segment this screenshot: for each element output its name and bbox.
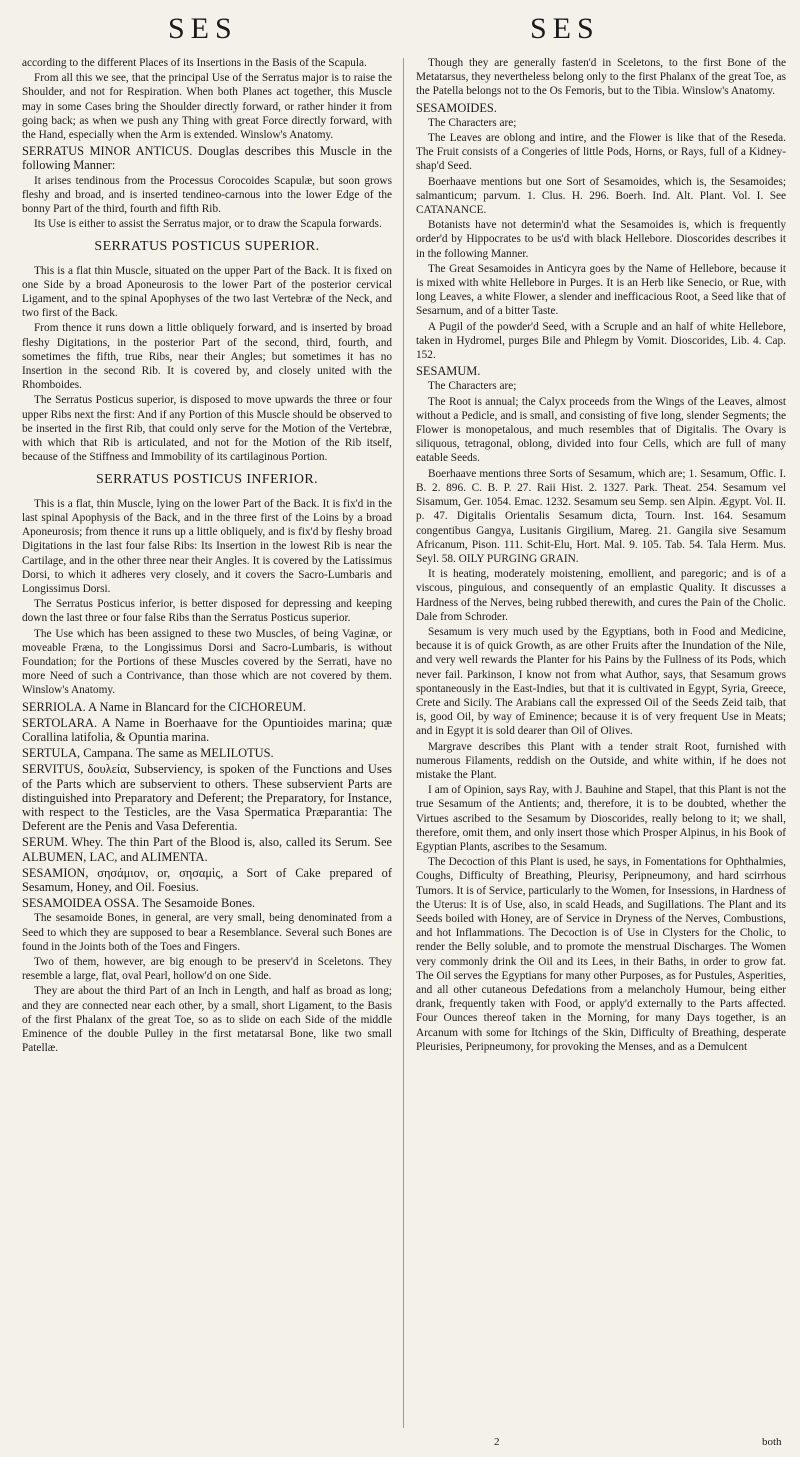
body-paragraph: Botanists have not determin'd what the Sesamoides is, which is frequently order'd by Hippocrates to be us'd with black Hellebore. Dioscorides describes it in the following Manner. [416,219,786,260]
body-paragraph: Boerhaave mentions three Sorts of Sesamum, which are; 1. Sesamum, Offic. I. B. 2. 896. C. B. P. 27. Raii Hist. 2. 1327. Park. Theat. 254. Sesamum vel Sisamum, Ger. 1054. Emac. 1232. Sesamum seu Semp. sen Alpin. Ægypt. Vol. II. p. 47. Digitalis Orientalis Sesamum dicta, Tourn. Inst. 164. Sesamum congentibus Gangya, Lusitanis Girgilium, Mareg. 21. Gangila sive Sesamum Africanum, Pison. 111. Schit-Elu, Hort. Mal. 9. 105. Tab. 54. Tala Herm. Mus. Seyl. 58. OILY PURGING GRAIN. [416,467,786,565]
entry-paragraph: SERTOLARA. A Name in Boerhaave for the Opuntioides marina; quæ Corallina latifolia, & Opuntia marina. [22,715,392,744]
entry-paragraph: SERRATUS MINOR ANTICUS. Douglas describes this Muscle in the following Manner: [22,144,392,173]
body-paragraph: From all this we see, that the principal Use of the Serratus major is to raise the Shoulder, and not for Respiration. When both Planes act together, this Muscle may in some Cases bring the Shoulder directly forward, or rather hinder it from going back; as when we push any Thing with great Force directly forward, with the Hand, especially when the Arm is extended. Winslow's Anatomy. [22,72,392,142]
left-column [22,56,392,1056]
entry-paragraph: SERTULA, Campana. The same as MELILOTUS. [22,746,274,761]
body-paragraph: Though they are generally fasten'd in Sceletons, to the first Bone of the Metatarsus, they nevertheless belong only to the first Phalanx of the great Toe, as the Patella belongs not to the Os Femoris, but to the Tibia. Winslow's Anatomy. [416,57,786,98]
body-paragraph: The sesamoide Bones, in general, are very small, being denominated from a Seed to which they are supposed to bear a Resemblance. Several such Bones are found in the Joints both of the Toes and Fingers. [22,912,392,953]
running-head-right: SES [530,12,600,45]
body-paragraph: Boerhaave mentions but one Sort of Sesamoides, which is, the Sesamoides; salmanticum; parvum. 1. Clus. H. 296. Boerh. Ind. Alt. Plant. Vol. I. See CATANANCE. [416,175,786,217]
body-paragraph: It arises tendinous from the Processus Corocoides Scapulæ, but soon grows fleshy and broad, and is inserted tendineo-carnous into the lower Edge of the bonny Part of the third, fourth and fifth Rib. [22,174,392,216]
running-head [0,12,800,60]
body-paragraph: The Serratus Posticus superior, is disposed to move upwards the three or four upper Ribs next the first: And if any Portion of this Muscle should be observed to be inserted in the first Rib, that could only serve for the Motion of the Vertebræ, with which that Rib is articulated, and not for the Motion of the Rib itself, because of the Stiffness and Immobility of its cartilaginous Portion. [22,394,392,464]
body-paragraph: This is a flat thin Muscle, situated on the upper Part of the Back. It is fixed on one Side by a broad Aponeurosis to the lower Part of the posterior cervical Ligament, and to the spinal Apophyses of the two last Vertebræ of the Neck, and two first of the Back. [22,264,392,320]
entry-paragraph: SERRIOLA. A Name in Blancard for the CICHOREUM. [22,699,306,714]
body-paragraph: It is heating, moderately moistening, emollient, and paregoric; and is of a viscous, pinguious, and consequently of an emplastic Quality. It discusses a Hardness of the Nerves, being rubbed therewith, and cures the Pain of the Cholic. Dale from Schroder. [416,568,786,623]
body-paragraph: The Characters are; [428,380,517,393]
body-paragraph: I am of Opinion, says Ray, with J. Bauhine and Stapel, that this Plant is not the true Sesamum of the Antients; and, therefore, it is to be doubted, whether the Virtues ascribed to the Sesamum by Dioscorides, really belong to it; we shall, therefore, omit them, and only insert those which Prosper Alpinus, in his Book of Egyptian Plants, ascribes to the Sesamum. [416,784,786,853]
body-paragraph: Sesamum is very much used by the Egyptians, both in Food and Medicine, because it is of quick Growth, as are other Fruits after the Inundation of the Nile, and very well rewards the Planter for his Pains by the Fullness of its Pods, which never fail. Parkinson, I know not from what Author, says, that Sesamum grows spontaneously in the East-Indies, but that it is cultivated in Egypt, Syria, Greece, Crete and Sicily. The Arabians call the expressed Oil of the Seeds Zeid taib, that is, good Oil, by way of Eminence; because it is of very frequent Use in Meats; and in Egypt it is sold dearer than Oil of Olives. [416,625,786,738]
body-paragraph: The Great Sesamoides in Anticyra goes by the Name of Hellebore, because it is mixed with white Hellebore in Purges. It is an Herb like Senecio, or Rue, with long Leaves, a white Flower, a slender and inefficacious Root, a Seed like that of Sesarnum, and of a bitter Taste. [416,262,786,318]
body-paragraph: The Use which has been assigned to these two Muscles, of being Vaginæ, or moveable Fræna, to the Longissimus Dorsi and Sacro-Lumbaris, is without Foundation; for the Portions of these Muscles covered by the Serrati, have no more Need of such a Contrivance, than those which are not covered by them. Winslow's Anatomy. [22,627,392,697]
column-rule [403,58,404,1428]
body-paragraph: The Root is annual; the Calyx proceeds from the Wings of the Leaves, almost without a Pedicle, and is small, and consisting of five long, slender Segments; the Flower is monopetalous, and much resembles that of Digitalis. The Ovary is siliquous, tetragonal, oblong, divided into four Cells, which are full of many eatable Seeds. [416,395,786,465]
entry-paragraph: SERVITUS, δουλεία, Subserviency, is spoken of the Functions and Uses of the Parts which are subservient to others. These subservient Parts are distinguished into Preparatory and Deferent; the Preparatory, for Instance, with respect to the Testicles, are the Vasa Spermatica Præparantia: The Deferent are the Penis and Vasa Deferentia. [22,762,392,834]
running-head-left: SES [168,12,238,45]
body-paragraph: Its Use is either to assist the Serratus major, or to draw the Scapula forwards. [34,218,382,231]
page-number: 2 [494,1436,500,1448]
body-paragraph: Two of them, however, are big enough to be preserv'd in Sceletons. They resemble a large, flat, oval Pearl, hollow'd on one Side. [22,955,392,983]
entry-paragraph: SESAMUM. [416,364,481,379]
body-paragraph: Margrave describes this Plant with a tender strait Root, furnished with numerous Filaments, reddish on the Outside, and white within, if he does not mistake the Plant. [416,740,786,781]
entry-paragraph: SESAMION, σησάμιον, or, σησαμὶς, a Sort of Cake prepared of Sesamum, Honey, and Oil. Foesius. [22,865,392,894]
body-paragraph: The Characters are; [428,116,517,129]
body-paragraph: They are about the third Part of an Inch in Length, and half as broad as long; and they are connected near each other, by a small, short Ligament, to the Basis of the first Phalanx of the great Toe, so as to slide on each Side of the middle Eminence of the double Pulley in the first metatarsal Bone, like two small Patellæ. [22,985,392,1055]
right-column [416,56,786,1055]
body-paragraph: From thence it runs down a little obliquely forward, and is inserted by broad fleshy Digitations, in the posterior Part of the second, third, fourth, and sometimes the fifth, true Ribs, near their Angles; but sometimes it has no Insertion in the second Rib. It is covered by, and closely united with the Rhomboides. [22,322,392,392]
body-paragraph: A Pugil of the powder'd Seed, with a Scruple and an half of white Hellebore, taken in Hydromel, purges Bile and Phlegm by Vomit. Dioscorides, Lib. 4. Cap. 152. [416,320,786,362]
entry-paragraph: SESAMOIDES. [416,100,497,115]
body-paragraph: The Leaves are oblong and intire, and the Flower is like that of the Reseda. The Fruit consists of a Congeries of little Pods, Horns, or Rays, full of a Kidney-shap'd Seed. [416,132,786,173]
entry-paragraph: SERUM. Whey. The thin Part of the Blood is, also, called its Serum. See ALBUMEN, LAC, and ALIMENTA. [22,835,392,864]
body-paragraph: This is a flat, thin Muscle, lying on the lower Part of the Back. It is fix'd in the last spinal Apophysis of the Back, and in the three first of the Loins by a broad Aponeurosis; from thence it runs up a little obliquely, and is fix'd by fleshy broad Digitations in the last four false Ribs: Its Insertion in the lowest Rib is near the Cartilage, and in the other three near their Angles. It is covered by the Latissimus Dorsi, to which it adheres very closely, and it covers the Sacro-Lumbaris and Longissimus Dorsi. [22,497,392,595]
section-heading: SERRATUS POSTICUS INFERIOR. [95,472,318,488]
body-paragraph: The Decoction of this Plant is used, he says, in Fomentations for Ophthalmies, Coughs, Difficulty of Breathing, Pleurisy, Peripneumony, and hard scirrhous Tumors. It is of Service, particularly to the Women, for Insessions, in Hardness of the Uterus: It is of Use, also, in scald Heads, and Sugillations. The Plant and its Seeds boiled with Honey, are of Service in Dryness of the Nerves, Combustions, and hot Inflammations. The Decoction is of Use in Clysters for the Cholic, to render the Belly soluble, and to promote the menstrual Discharges. The Women very commonly drink the Oil and its Lees, in their Baths, in order to grow fat. The Oil serves the Egyptians for many other Purposes, as for Pustules, Asperities, and all other cutaneous Defedations from a melancholy Humour, being either drank, frequently taken with Food, or apply'd externally to the Parts affected. Four Ounces thereof taken in the Morning, for many Days together, is an Arcanum with some for Itchings of the Skin, Difficulty of Breathing, desperate Pleurisies, Peripneumony, for provoking the Menses, and as a Demulcent [416,856,786,1053]
entry-paragraph: SESAMOIDEA OSSA. The Sesamoide Bones. [22,896,256,911]
body-paragraph: according to the different Places of its Insertions in the Basis of the Scapula. [22,57,367,69]
section-heading: SERRATUS POSTICUS SUPERIOR. [94,239,320,255]
body-paragraph: The Serratus Posticus inferior, is better disposed for depressing and keeping down the last three or four false Ribs than the Serratus Posticus superior. [22,598,392,625]
catchword: both [762,1436,782,1448]
